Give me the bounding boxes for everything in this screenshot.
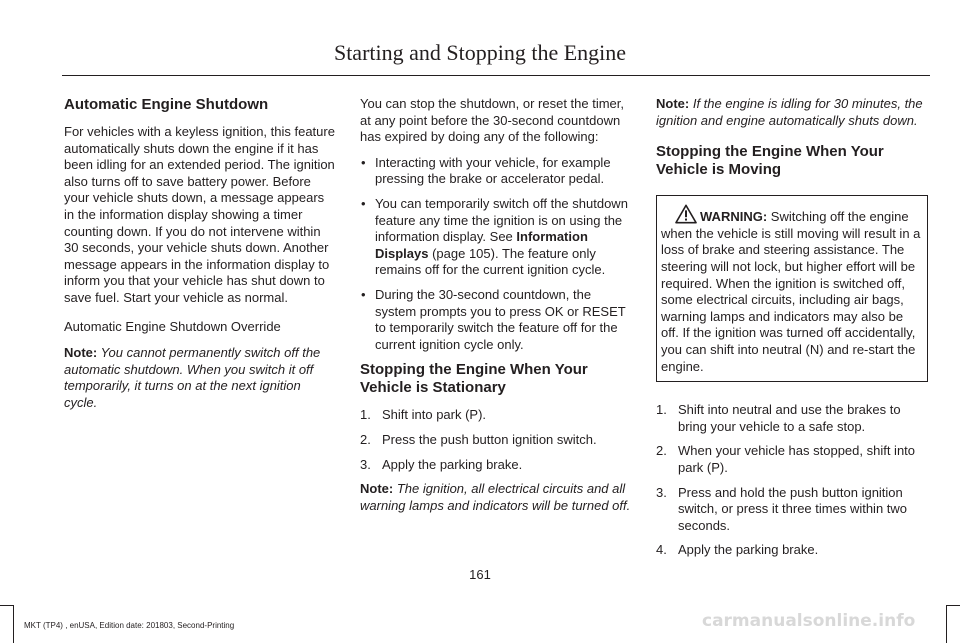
note-override bbox=[64, 345, 336, 411]
list-item bbox=[360, 155, 632, 188]
warning-triangle-icon bbox=[675, 204, 697, 224]
note-label: Note: bbox=[360, 481, 394, 497]
crop-mark bbox=[946, 605, 947, 643]
section-heading-moving: Stopping the Engine When Your Vehicle is Moving bbox=[656, 143, 884, 179]
steps-list-stationary bbox=[360, 407, 632, 473]
step-number: 2. bbox=[360, 431, 371, 447]
step-number: 1. bbox=[656, 402, 667, 418]
note-text: You cannot permanently switch off the automatic shutdown. When you switch it off temporarily, it turns on at the next ignition cycle. bbox=[64, 345, 321, 410]
step-text: Apply the parking brake. bbox=[382, 456, 523, 472]
list-item bbox=[360, 196, 632, 279]
column-3 bbox=[656, 96, 928, 567]
crop-mark bbox=[946, 605, 960, 606]
page-number: 161 bbox=[469, 567, 491, 582]
step-text: Shift into park (P). bbox=[382, 407, 487, 423]
step-text: Apply the parking brake. bbox=[678, 542, 819, 558]
bullet-icon: • bbox=[361, 154, 366, 170]
list-item bbox=[656, 542, 928, 559]
step-number: 4. bbox=[656, 542, 667, 558]
note-text: The ignition, all electrical circuits and all warning lamps and indicators will be turned off. bbox=[360, 481, 631, 513]
bullet-list-stop-shutdown bbox=[360, 155, 632, 354]
subheading-override: Automatic Engine Shutdown Override bbox=[64, 318, 281, 334]
section-heading-automatic-shutdown: Automatic Engine Shutdown bbox=[64, 96, 269, 113]
bullet-icon: • bbox=[361, 195, 366, 211]
list-item bbox=[656, 443, 928, 476]
warning-label: WARNING: bbox=[700, 209, 768, 225]
paragraph-stop-shutdown-intro: You can stop the shutdown, or reset the timer, at any point before the 30-second countdown has expired by doing any of the following: bbox=[360, 96, 625, 145]
step-text: When your vehicle has stopped, shift into park (P). bbox=[678, 443, 916, 475]
footer-edition-info: MKT (TP4) , enUSA, Edition date: 201803, Second-Printing bbox=[24, 621, 235, 630]
note-text: If the engine is idling for 30 minutes, the ignition and engine automatically shuts down. bbox=[656, 96, 923, 128]
list-item bbox=[360, 432, 632, 449]
step-number: 1. bbox=[360, 407, 371, 423]
step-text: Shift into neutral and use the brakes to bring your vehicle to a safe stop. bbox=[678, 402, 901, 434]
step-text: Press the push button ignition switch. bbox=[382, 431, 597, 447]
paragraph-shutdown-description: For vehicles with a keyless ignition, this feature automatically shuts down the engine if it has been idling for an extended period. The ignition also turns off to save battery power. Before your vehicle shuts down, a message appears in the information display showing a timer counting down. If you do not intervene within 30 seconds, your vehicle shuts down. Another message appears in the information display to inform you that your vehicle has shut down to save fuel. Start your vehicle as normal. bbox=[64, 124, 335, 305]
page-header-title: Starting and Stopping the Engine bbox=[333, 40, 627, 65]
crop-mark bbox=[0, 605, 13, 606]
note-label: Note: bbox=[656, 96, 690, 111]
column-2 bbox=[360, 96, 632, 523]
cross-reference-link[interactable]: Information Displays bbox=[375, 229, 588, 261]
list-item-text: During the 30-second countdown, the system prompts you to press OK or RESET to temporarily switch the feature off for the current ignition cycle only. bbox=[375, 286, 626, 352]
list-item bbox=[360, 407, 632, 424]
warning-box bbox=[656, 195, 928, 382]
step-number: 3. bbox=[656, 484, 667, 500]
warning-text: Switching off the engine when the vehicle is still moving will result in a loss of brake and steering assistance. The steering will not lock, but higher effort will be required. When the ignition is switched off, some electrical circuits, including air bags, warning lamps and indicators may also be off. If the ignition was turned off accidentally, you can shift into neutral (N) and re-start the engine. bbox=[661, 209, 921, 374]
step-number: 3. bbox=[360, 456, 371, 472]
header-divider bbox=[62, 75, 930, 76]
list-item bbox=[360, 457, 632, 474]
note-idling bbox=[656, 96, 928, 129]
note-label: Note: bbox=[64, 345, 98, 361]
column-1 bbox=[64, 96, 336, 421]
watermark: carmanualsonline.info bbox=[702, 611, 916, 631]
section-heading-stationary: Stopping the Engine When Your Vehicle is Stationary bbox=[360, 361, 588, 397]
note-stationary bbox=[360, 481, 632, 514]
list-item bbox=[360, 287, 632, 353]
list-item-text: Interacting with your vehicle, for example pressing the brake or accelerator pedal. bbox=[375, 154, 611, 187]
list-item bbox=[656, 485, 928, 535]
crop-mark bbox=[13, 605, 14, 643]
list-item-text: (page 105). The feature only remains off for the current ignition cycle. bbox=[375, 245, 606, 278]
list-item bbox=[656, 402, 928, 435]
list-item-text: You can temporarily switch off the shutdown feature any time the ignition is on using the information display. See bbox=[375, 195, 628, 245]
bullet-icon: • bbox=[361, 286, 366, 302]
steps-list-moving bbox=[656, 402, 928, 559]
step-text: Press and hold the push button ignition switch, or press it three times within two seconds. bbox=[678, 484, 908, 533]
step-number: 2. bbox=[656, 443, 667, 459]
